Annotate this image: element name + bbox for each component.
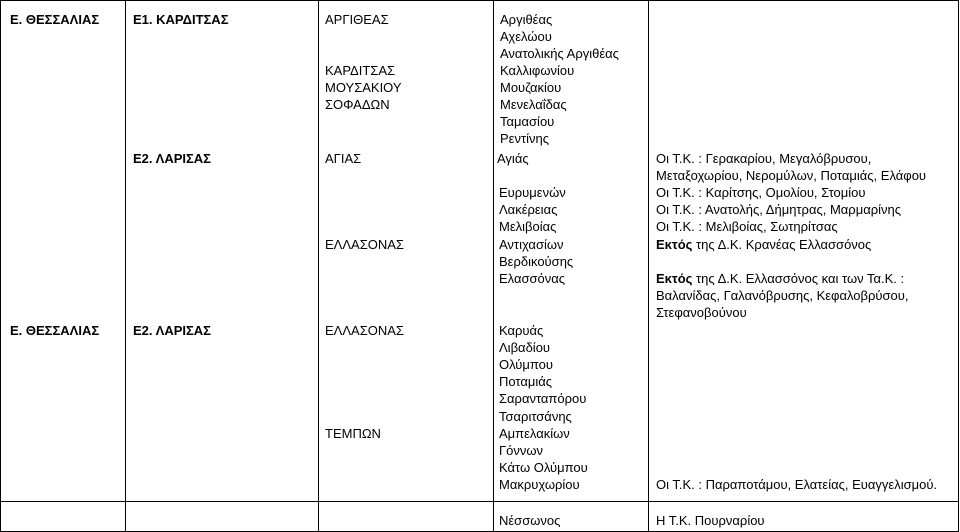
column-divider-5 (958, 0, 959, 532)
municipality-label: ΑΡΓΙΘΕΑΣ (325, 12, 389, 27)
municipality-label: ΕΛΛΑΣΟΝΑΣ (325, 323, 404, 338)
municipality-label: ΑΓΙΑΣ (325, 151, 362, 166)
municipal-unit-label: Λακέρειας (499, 202, 558, 217)
note-text: Στεφανοβούνου (656, 305, 747, 320)
municipal-unit-label: Καρυάς (499, 323, 544, 338)
municipal-unit-label: Ελασσόνας (499, 271, 566, 286)
column-divider-3 (493, 0, 494, 532)
note-text: Οι Τ.Κ. : Μελιβοίας, Σωτηρίτσας (656, 219, 838, 234)
municipal-unit-label: Αχελώου (500, 29, 552, 44)
note-text: Οι Τ.Κ. : Παραποτάμου, Ελατείας, Ευαγγελισμού. (656, 477, 938, 492)
municipal-unit-label: Ταμασίου (500, 114, 555, 129)
municipal-unit-label: Μελιβοίας (499, 219, 557, 234)
municipality-label: ΜΟΥΣΑΚΙΟΥ (325, 80, 402, 95)
municipal-unit-label: Σαρανταπόρου (499, 391, 587, 406)
district-label: Ε2. ΛΑΡΙΣΑΣ (133, 323, 211, 338)
note-text: Μεταξοχωρίου, Νερομύλων, Ποταμιάς, Ελάφου (656, 168, 927, 183)
district-label: Ε2. ΛΑΡΙΣΑΣ (133, 151, 211, 166)
note-emphasis: Εκτός (656, 237, 693, 252)
municipal-unit-label: Αντιχασίων (499, 237, 564, 252)
column-divider-2 (318, 0, 319, 532)
note-text (656, 270, 904, 287)
municipal-unit-label: Βερδικούσης (499, 254, 574, 269)
municipal-unit-label: Καλλιφωνίου (500, 63, 575, 78)
municipal-unit-label: Μακρυχωρίου (499, 477, 580, 492)
municipality-label: ΕΛΛΑΣΟΝΑΣ (325, 237, 404, 252)
municipal-unit-label: Ανατολικής Αργιθέας (500, 46, 619, 61)
note-text: Βαλανίδας, Γαλανόβρυσης, Κεφαλοβρύσου, (656, 288, 909, 303)
municipal-unit-label: Λιβαδίου (499, 340, 551, 355)
municipal-unit-label: Νέσσωνος (499, 513, 561, 528)
note-text: Οι Τ.Κ. : Ανατολής, Δήμητρας, Μαρμαρίνης (656, 202, 901, 217)
municipal-unit-label: Τσαριτσάνης (499, 409, 572, 424)
municipal-unit-label: Μουζακίου (500, 80, 562, 95)
municipal-unit-label: Ποταμιάς (499, 374, 553, 389)
municipal-unit-label: Ευρυμενών (499, 185, 566, 200)
municipal-unit-label: Κάτω Ολύμπου (499, 460, 588, 475)
note-rest: της Δ.Κ. Ελλασσόνος και των Τα.Κ. : (692, 271, 905, 286)
row-divider-bottom (0, 501, 959, 502)
note-rest: της Δ.Κ. Κρανέας Ελλασσόνος (692, 237, 872, 252)
municipal-unit-label: Μενελαΐδας (500, 97, 567, 112)
column-divider-0 (0, 0, 1, 532)
note-emphasis: Εκτός (656, 271, 693, 286)
note-text: Οι Τ.Κ. : Γερακαρίου, Μεγαλόβρυσου, (656, 151, 872, 166)
municipal-unit-label: Γόννων (499, 443, 544, 458)
top-border (0, 0, 959, 1)
district-label: Ε1. ΚΑΡΔΙΤΣΑΣ (133, 12, 229, 27)
municipality-label: ΤΕΜΠΩΝ (325, 426, 381, 441)
note-text (656, 236, 871, 253)
note-text: Οι Τ.Κ. : Καρίτσης, Ομολίου, Στομίου (656, 185, 866, 200)
note-text: Η Τ.Κ. Πουρναρίου (656, 513, 765, 528)
municipal-unit-label: Αργιθέας (500, 12, 553, 27)
region-label: Ε. ΘΕΣΣΑΛΙΑΣ (10, 12, 100, 27)
municipal-unit-label: Ολύμπου (499, 357, 554, 372)
municipal-unit-label: Ρεντίνης (500, 131, 549, 146)
municipality-label: ΣΟΦΑΔΩΝ (325, 97, 390, 112)
region-label: Ε. ΘΕΣΣΑΛΙΑΣ (10, 323, 100, 338)
column-divider-1 (125, 0, 126, 532)
municipality-label: ΚΑΡΔΙΤΣΑΣ (325, 63, 396, 78)
column-divider-4 (648, 0, 649, 532)
municipal-unit-label: Αμπελακίων (499, 426, 570, 441)
municipal-unit-label: Αγιάς (497, 151, 529, 166)
